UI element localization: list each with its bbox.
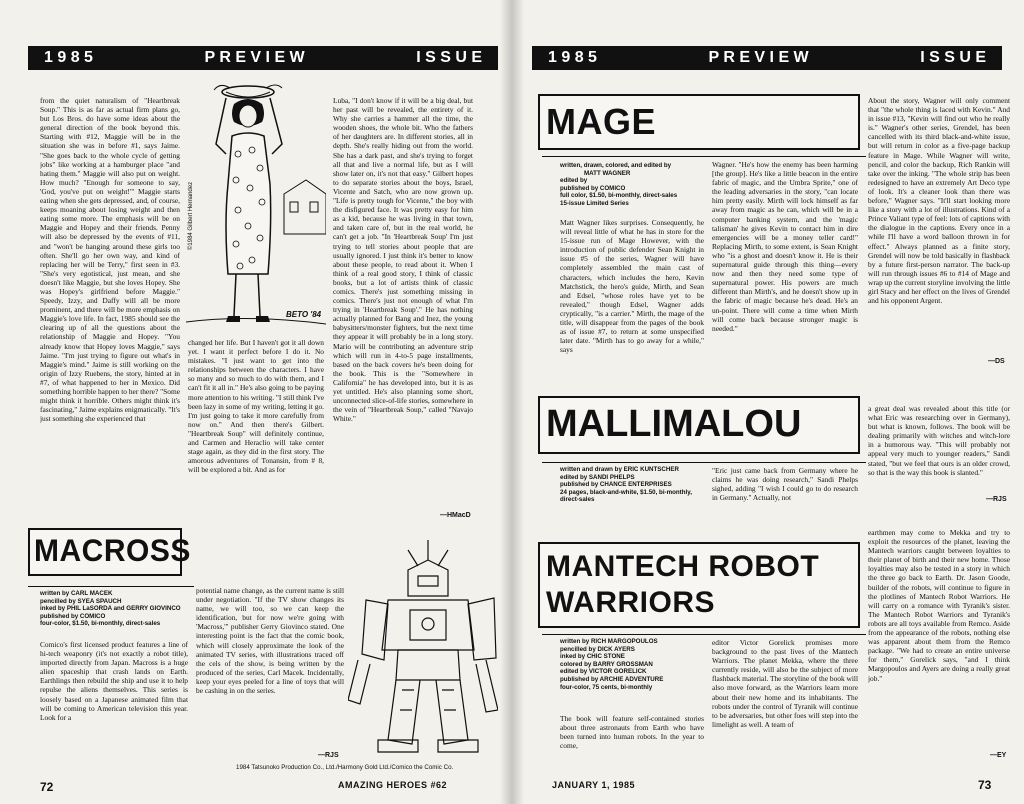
left-col3-signature: —HMacD	[440, 512, 471, 519]
mallimalou-credit-3: published by CHANCE ENTERPRISES	[560, 481, 672, 489]
mantech-credit-2: pencilled by DICK AYERS	[560, 645, 635, 653]
macross-robot-illustration	[348, 540, 498, 758]
right-page	[512, 0, 1024, 804]
macross-credit-writer: written by CARL MACEK	[40, 590, 113, 597]
page-number-right: 73	[978, 778, 992, 792]
left-col3-body: Luba, "I don't know if it will be a big deal, but her past will be revealed, the entirety of it. Why she carries a hammer all the time, the wooden shoes, the whole bit. Who the fathers of her daughters are. In different stories, all in depth. She's really hiding out from the world. She has a dark past, and she's trying to forget all that and live a normal life, but as I will show later on, it's not that easy." Gilbert hopes to do separate stories about the boys, Israel, Vicente and Satch, who are now grown up. "Life is pretty tough for Vicente," the boy with the disfigured face. It was pretty easy for him as a kid, because he was living in that town, and taken care of, but in the real world, he can't get a job. "In 'Heartbreak Soup' I'm just trying to tell stories about people that are usually ignored. I just think it's better to know about these people, to read about it. When I think of a real good story, I think of classic books, but a lot of artists think of classic comics. There's just something missing in comics. There's just not enough of what I'm trying in 'Heartbreak Soup'." He has nothing actually planned for Bang and Inez, the young babysitters/monster fighters, but the next time they appear it will probably be in a long story. Mario will be contributing an adventure strip which will run in 4-to-5 page installments, based on the back covers he's been doing for the book. This is the "Somewhere in California" he has developed into, but it is as yet untitled. He's also planning some short, unconnected slice-of-life stories, somewhere in the vein of "Heartbreak Soup," called "Navajo White."	[333, 96, 473, 424]
mantech-credit-3: inked by CHIC STONE	[560, 653, 625, 661]
mantech-col2-text: editor Victor Gorelick promises more background to the past lives of the Mantech Warriors. The planet Mekka, where the three currently reside, will also be the subject of more flashback material. The storyline of the book will also move forward, as the Warriors learn more about their new home and its inhabitants. The robots under the control of Tyranik will continue to be adversaries, but other foes will step into the limelight as well. A team of	[712, 638, 858, 729]
preview-banner-right	[532, 46, 1002, 70]
mantech-credit-1: written by RICH MARGOPOULOS	[560, 638, 658, 645]
banner-preview: P R E V I E W	[204, 49, 305, 66]
mage-credit-5: full color, $1.50, bi-monthly, direct-sales	[560, 192, 678, 200]
woman-illustration	[186, 84, 326, 332]
right-top-col3-text: About the story, Wagner will only comment that "the whole thing is laced with Kevin." And in issue #13, "Kevin will find out who he really is." Wagner's other series, Grendel, has been cancelled with its third black-and-white issue, but will return in color as a five-page backup feature in Mage. While Wagner will write, pencil, and color the backup, Rich Rankin will take over the inking. "The whole strip has been redesigned to have an extremely Art Deco type of look. It's a cleaner look than there was before," Wagner says. "It'll start looking more like a story with a lot of illustrations. Kind of a Prince Valiant type of feel: lots of captions with the dialogue in the captions. Every once in a while I'll have a word balloon thrown in for effect." Always planned as a finite story, Grendel will now be told basically in flashback by a future first-person narrator. The back-up will run through issues #6 to #14 of Mage and wrap up the current storyline involving the little girl Stacy and her effect on the lives of Grendel and his opponent Argent.	[868, 96, 1010, 306]
macross-credit-pencils: pencilled by SYEA SPAUCH	[40, 597, 122, 605]
mage-credits	[560, 162, 700, 216]
mage-title: MAGE	[546, 101, 656, 142]
banner-year-right: 1 9 8 5	[548, 49, 597, 66]
mantech-credit-6: published by ARCHIE ADVENTURE	[560, 675, 664, 683]
mage-col1-text: Matt Wagner likes surprises. Consequently, he will reveal little of what he has in store for the 15-issue run of Mage However, with the introduction of public defender Sean Knight in issue #5 of the series, Wagner will have completely assembled the main cast of characters, which includes the hero, Kevin Matchstick, the hero's guide, Mirth, and Sean and Edsel, "whose roles have yet to be revealed," though Edsel, Wagner adds cryptically, "is a carrier." Mirth, the mage of the title, will disappear from the pages of the book as of issue #7, to return at some unspecified later date. "Mirth has to go away for a while," says	[560, 218, 704, 355]
macross-credit-inks: inked by PHIL LaSORDA and GERRY GIOVINCO	[40, 605, 181, 613]
mage-credit-1: written, drawn, colored, and edited by	[560, 162, 672, 169]
mallimalou-credits	[560, 466, 706, 506]
art-credit-gilbert: ©1984 Gilbert Hernandez	[188, 181, 194, 250]
mallimalou-title: MALLIMALOU	[546, 403, 802, 445]
macross-rule	[28, 586, 194, 587]
art-signature-beto: BETO '84	[286, 310, 322, 319]
mage-col2-text: Wagner. "He's how the enemy has been harming [the group]. He's like a little beacon in the entire fabric of magic, and the Umbra Sprite," one of the leading adversaries in the story, "can locate him pretty easily. Mirth will lock himself as far away from magic as he can, which will be in a computer banking system, and the 'magic talisman' he gives Kevin to contact him in dire emergencies will be a money teller card!" Replacing Mirth, to some extent, is Sean Knight who "is a ghost and doesn't know it. He is their supernatural guide through this thing—every now and then they need some type of supernatural power. His powers are much different than Mirth's, and he doesn't show up in the fabric of magic because he's dead. He's an un-point. There will come a time when Mirth will come back because stronger magic is needed."	[712, 160, 858, 333]
banner-year: 1 9 8 5	[44, 49, 93, 66]
mage-credit-2: MATT WAGNER	[584, 169, 631, 177]
mantech-signature: —EY	[990, 752, 1007, 759]
mantech-title-line2: WARRIORS	[546, 586, 715, 619]
macross-credit-format: four-color, $1.50, bi-monthly, direct-sales	[40, 620, 161, 628]
banner-preview-right: P R E V I E W	[708, 49, 809, 66]
mallimalou-signature: —RJS	[986, 496, 1007, 503]
left-col2-text: changed her life. But I haven't got it all down yet. I want it perfect before I do it. No mistakes. "I just want to get into the relationships between the characters. I have so many and so much to do with them, and I can't fit it all in." He's also going to be paying more attention to his writing. "I still think I've been lazy in some of my writing, letting it go. I'm just going to take it more carefully from now on." And then there's Gilbert. "Heartbreak Soup" will definitely continue, and Carmen and Heraclio will take center stage again, as they did in the first story. The amorous adventures of Tonansin, from # 8, will be explored a bit. And as for	[188, 338, 324, 475]
mantech-credit-4: colored by BARRY GROSSMAN	[560, 660, 653, 668]
mantech-rule	[542, 634, 866, 635]
page-number-left: 72	[40, 780, 54, 794]
macross-col2-text: potential name change, as the current name is still under negotiation. "If the TV show changes its name, we will too, so we can keep the identification, but for now we're going with 'Macross,'" publisher Gerry Giovinco stated. One interesting point is the fact that the comic book, which will closely approximate the look of the animated TV series, with illustrations traced off the cels of the show, is being written by the produced of the series, Carl Macek. Incidentally, keep your eyes peeled for a line of toys that will be cashing in on the series.	[196, 586, 344, 696]
mage-credit-6: 15-issue Limited Series	[560, 199, 629, 207]
mantech-title-line1: MANTECH ROBOT	[546, 550, 820, 583]
magazine-issue-label: AMAZING HEROES #62	[338, 780, 448, 790]
macross-title: MACROSS	[34, 533, 191, 569]
mantech-credit-5: edited by VICTOR GORELICK	[560, 668, 647, 676]
mallimalou-credit-1: written and drawn by ERIC KUNTSCHER	[560, 466, 679, 473]
macross-signature: —RJS	[318, 752, 339, 759]
left-col1-text: from the quiet naturalism of "Heartbreak Soup." This is as far as actual firm plans go, but Los Bros. do have some ideas about the general direction of the book beyond this. Starting with #12, Maggie will be in the situation she was in before #1, says Jaime. "She goes back to the whole cycle of getting jobs" like working at a hamburger place "and hating them." Maggie will also put on weight. How much? "Enough for someone to say, 'God, you've put on weight!'" Maggie starts eating when she gets depressed, and, of course, keeps moaning about losing weight and then eating some more. The emphasis will be on Maggie and Hopey and their friends. Penny will also be depressed by the events of #11, and "won't be hanging around these girls too often. She'll go her own way, and kind of replacing her will be Terry," first seen in #3. "She's very egotistical, just mean, and she doesn't like Maggie, but she loves Hopey. She was Hopey's girlfriend before Maggie." Speedy, Izzy, and Daffy will all be more prominent, and there will be more emphasis on Maggie's love life. In fact, 1985 should see the clearing up of all the questions about the relationship of Maggie and Hopey. "You already know that Hopey loves Maggie," says Jaime. "I'm just trying to figure out what's in Maggie's mind." Jaime is still working on the origin of Izzy Ruebens, the story, hinted at in #7, of what happened to her in Mexico. Did something horrible happen to her there? "Some might think it horrible. Others might think it's fascinating," Jaime explains enigmatically. "It's just something she experienced that	[40, 96, 180, 424]
banner-issue: I S S U E	[416, 49, 482, 66]
mallimalou-col2-text: "Eric just came back from Germany where he claims he was doing research," Sandi Phelps sighed, adding "I wish I could go to do research in Germany." Actually, not	[712, 466, 858, 503]
mantech-col1-text: The book will feature self-contained stories about three astronauts from Earth who have been turned into human robots. In the year to come,	[560, 714, 704, 751]
macross-credit-publisher: published by COMICO	[40, 612, 106, 620]
mallimalou-rule	[542, 462, 866, 463]
mage-credit-4: published by COMICO	[560, 184, 626, 192]
mantech-credits	[560, 638, 706, 698]
mallimalou-col3-text: a great deal was revealed about this title (or what Eric was researching over in Germany), but what is known, follows. The book will be dealing primarily with witches and witch-lore in a humorous way. "This will probably not appeal very much to younger readers," Sandi stated, "but we feel that ours is an older crowd, so that is the way this book is slanted."	[868, 404, 1010, 477]
issue-date-label: JANUARY 1, 1985	[552, 780, 636, 790]
macross-credits	[40, 590, 190, 640]
mallimalou-credit-2: edited by SANDI PHELPS	[560, 473, 635, 481]
mallimalou-credit-4: 24 pages, black-and-white, $1.50, bi-monthly, direct-sales	[560, 488, 692, 504]
mantech-credit-7: four-color, 75 cents, bi-monthly	[560, 683, 653, 691]
mage-rule	[542, 156, 866, 157]
macross-art-credit: 1984 Tatsunoko Production Co., Ltd./Harmony Gold Ltd./Comico the Comic Co.	[236, 764, 454, 771]
banner-issue-right: I S S U E	[920, 49, 986, 66]
left-col3-text	[333, 96, 473, 510]
mage-signature: —DS	[988, 358, 1005, 365]
macross-col1-text: Comico's first licensed product features a line of hi-tech weaponry (it's not exactly a robot title), imported directly from Japan. Macross is a huge alien spaceship that crash lands on Earth. Earthlings then rebuild the ship and use it to help repulse the aliens themselves. This series is loosely based on a Japanese animated film that will be coming to American television this year. Look for a	[40, 640, 188, 722]
preview-banner-left	[28, 46, 498, 70]
mantech-col3-text: earthmen may come to Mekka and try to exploit the resources of the planet, leaving the Mantech warriors caught between loyalties to their planet of birth and their new home. Those loyalties may also be tested in a story in which the three go back to Earth. Dr. Jason Goode, builder of the robots, will continue to figure in the plotlines of Mantech Robot Warriors. He will carry on a romance with Tyranik's sister. The Mantech Robot Warriors and Tyranik's robots are all toys available from Remco. Aside from the appearance of the robots, nothing else was apparent about them from the Remco package. "We had to create an entire universe for them," Gorelick says, "and I think Margopoulos and Ayers are doing a really great job."	[868, 528, 1010, 683]
mage-credit-3: edited by	[560, 177, 588, 185]
